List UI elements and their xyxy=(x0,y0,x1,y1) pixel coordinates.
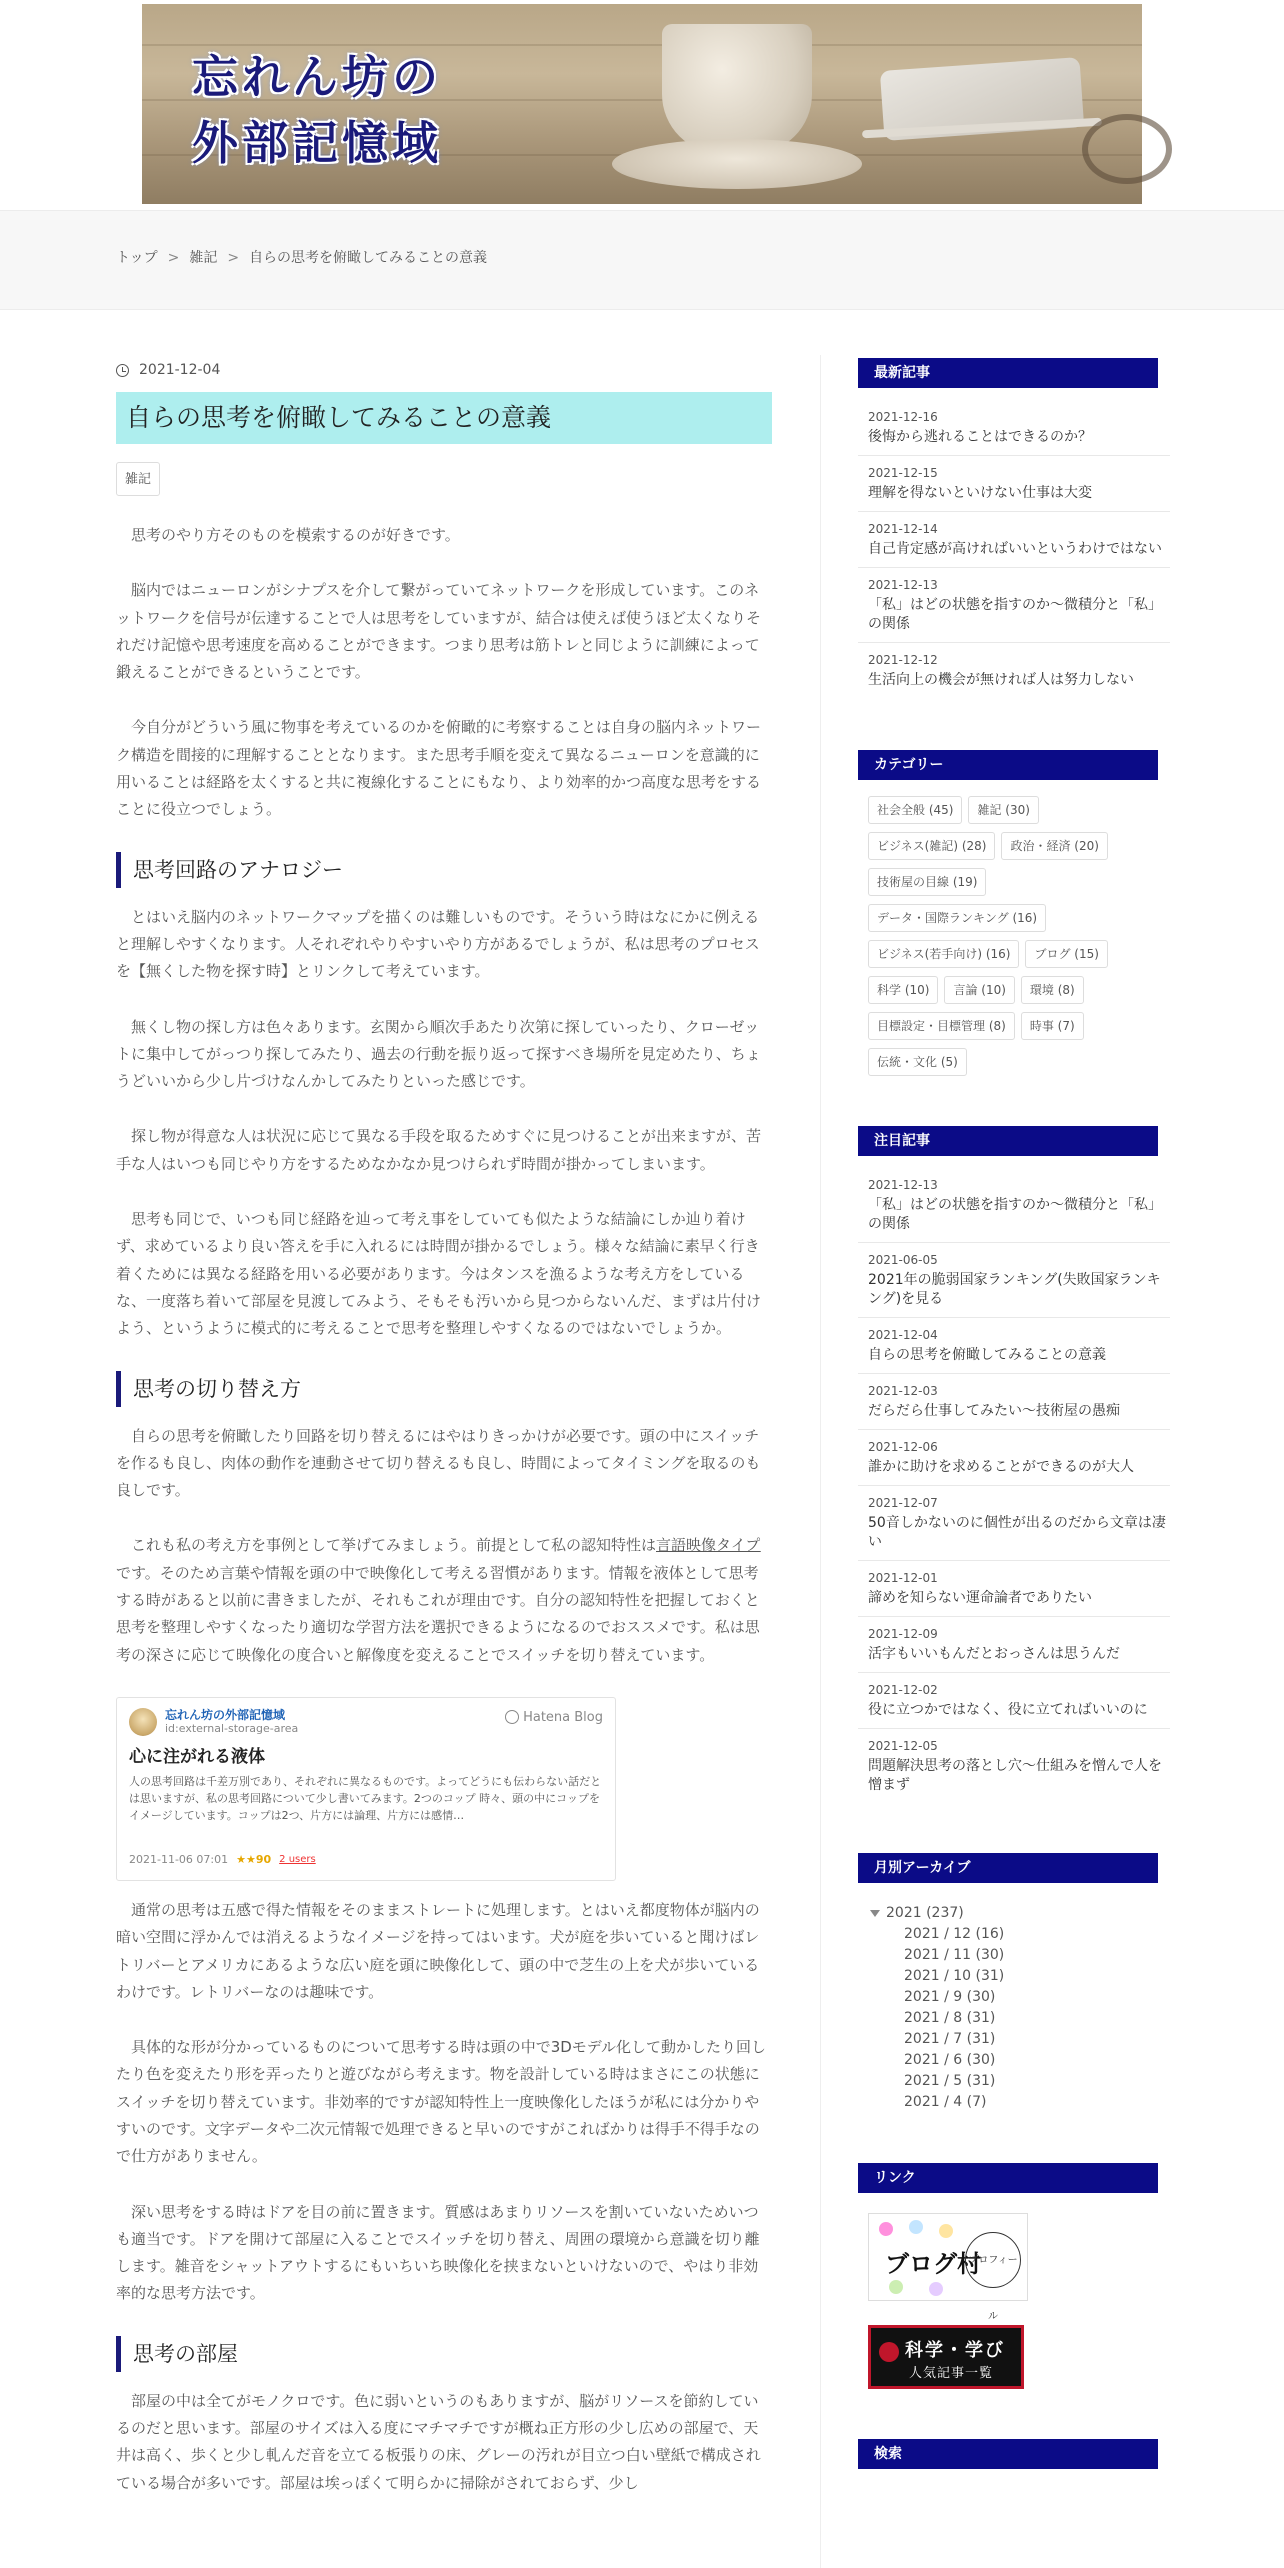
category-chip[interactable]: 時事 (7) xyxy=(1021,1012,1084,1040)
category-chip[interactable]: ブログ (15) xyxy=(1025,940,1107,968)
archive-month-link[interactable]: 2021 / 6 (30) xyxy=(904,2052,996,2068)
archive-list xyxy=(858,1903,1170,2113)
section-heading: 思考の切り替え方 xyxy=(116,1371,772,1407)
intro-paragraph: 思考のやり方そのものを模索するのが好きです。 xyxy=(131,526,460,544)
recent-post-item[interactable] xyxy=(858,568,1170,643)
embed-title[interactable]: 心に注がれる液体 xyxy=(129,1746,265,1767)
featured-posts-heading: 注目記事 xyxy=(858,1126,1158,1156)
intro-paragraph: 今自分がどういう風に物事を考えているのかを俯瞰的に考察することは自身の脳内ネットワーク構造を間接的に理解することとなります。また思考手順を変えて異なるニューロンを意識的に用いることは経路を太くすると共に複線化することにもなり、より効率的かつ高度な思考をすることに役立つでしょう。 xyxy=(116,718,762,819)
featured-post-item-title[interactable]: 問題解決思考の落とし穴～仕組みを憎んで人を憎まず xyxy=(868,1758,1162,1793)
banner-line1: 科学・学び xyxy=(905,2340,1005,2361)
recent-post-item-date: 2021-12-12 xyxy=(868,653,938,667)
breadcrumb xyxy=(116,247,487,267)
body-paragraph: 通常の思考は五感で得た情報をそのままストレートに処理します。とはいえ都度物体が脳内の暗い空間に浮かんでは消えるようなイメージを持ってはいます。犬が庭を歩いていると聞けばレトリバーとアメリカにあるような広い庭を頭に映像化して、頭の中で芝生の上を犬が歩いているわけです。レトリバーなのは趣味です。 xyxy=(116,1900,760,2001)
featured-post-item-title[interactable]: だらだら仕事してみたい～技術屋の愚痴 xyxy=(868,1403,1120,1419)
body-paragraph: 自らの思考を俯瞰したり回路を切り替えるにはやはりきっかけが必要です。頭の中にスイッチを作るも良し、肉体の動作を連動させて切り替えるも良し、時間によってタイミングを取るのも良しです。 xyxy=(116,1426,761,1500)
blogmura-text: ブログ村 xyxy=(885,2249,981,2278)
featured-post-item-date: 2021-12-03 xyxy=(868,1384,938,1398)
post-date xyxy=(116,360,772,380)
hatena-logo-icon xyxy=(505,1710,519,1724)
breadcrumb-current: 自らの思考を俯瞰してみることの意義 xyxy=(249,250,488,266)
category-chip[interactable]: 言論 (10) xyxy=(944,976,1014,1004)
featured-post-item[interactable] xyxy=(858,1374,1170,1430)
banner-emblem-icon xyxy=(879,2342,899,2362)
glasses-image xyxy=(1082,114,1172,184)
embed-blog-id: id:external-storage-area xyxy=(165,1721,299,1735)
category-module xyxy=(858,750,1170,1076)
archive-month-link[interactable]: 2021 / 5 (31) xyxy=(904,2073,996,2089)
embed-star-count: ★★90 xyxy=(236,1852,272,1866)
body-paragraph: 思考も同じで、いつも同じ経路を辿って考え事をしていても似たような結論にしか辿り着けず、求めているより良い答えを手に入れるには時間が掛かるでしょう。様々な結論に素早く行き着くためには異なる経路を用いる必要があります。今はタンスを漁るような考え方をしているな、一度落ち着いて部屋を見渡してみよう、そもそも汚いから見つからないんだ、まずは片付けよう、というように模式的に考えることで思考を整理しやすくなるのではないでしょうか。 xyxy=(116,1210,762,1338)
archive-month-link[interactable]: 2021 / 12 (16) xyxy=(904,1926,1005,1942)
featured-post-item[interactable] xyxy=(858,1318,1170,1374)
site-title-line1: 忘れん坊の xyxy=(192,50,442,104)
category-chip[interactable]: 目標設定・目標管理 (8) xyxy=(868,1012,1015,1040)
featured-post-item[interactable] xyxy=(858,1430,1170,1486)
body-paragraph: 探し物が得意な人は状況に応じて異なる手段を取るためすぐに見つけることが出来ますが、苦手な人はいつも同じやり方をするためなかなか見つけられず時間が掛かってしまいます。 xyxy=(116,1127,762,1173)
category-chip[interactable]: 政治・経済 (20) xyxy=(1001,832,1107,860)
featured-post-item-date: 2021-12-04 xyxy=(868,1328,938,1342)
site-title-line2: 外部記憶域 xyxy=(192,116,442,170)
featured-post-item-date: 2021-12-06 xyxy=(868,1440,938,1454)
archive-month-link[interactable]: 2021 / 10 (31) xyxy=(904,1968,1005,1984)
body-paragraph: 具体的な形が分かっているものについて思考する時は頭の中で3Dモデル化して動かしたり回したり色を変えたり形を弄ったりと遊びながら考えます。物を設計している時はまさにこの状態にスイッチを切り替えています。非効率的ですが認知特性上一度映像化したほうが私には分かりやすいのです。文字データや二次元情報で処理できると早いのですがこればかりは得手不得手なので仕方がありません。 xyxy=(116,2038,767,2166)
category-chip[interactable]: 技術屋の目線 (19) xyxy=(868,868,986,896)
embed-excerpt: 人の思考回路は千差万別であり、それぞれに異なるものです。よってどうにも伝わらない話だとは思いますが、私の思考回路について少し書いてみます。2つのコップ 時々、頭の中にコップをイメージしています。コップは2つ、片方には論理、片方には感情… xyxy=(129,1774,602,1822)
post-category-tag[interactable]: 雑記 xyxy=(116,462,160,496)
embed-date: 2021-11-06 07:01 xyxy=(129,1852,229,1866)
site-header xyxy=(0,0,1284,210)
article xyxy=(116,360,772,2497)
breadcrumb-band xyxy=(0,210,1284,310)
recent-post-item-title[interactable]: 「私」はどの状態を指すのか～微積分と「私」の関係 xyxy=(868,597,1162,632)
category-list xyxy=(858,796,1158,1076)
sidebar xyxy=(858,358,1170,2469)
blog-embed-card[interactable] xyxy=(116,1697,616,1881)
archive-month-link[interactable]: 2021 / 11 (30) xyxy=(904,1947,1005,1963)
featured-post-item[interactable] xyxy=(858,1673,1170,1729)
archive-heading: 月別アーカイブ xyxy=(858,1853,1158,1883)
embed-blog-name[interactable]: 忘れん坊の外部記憶域 xyxy=(165,1707,286,1722)
search-module xyxy=(858,2439,1170,2469)
recent-post-item[interactable] xyxy=(858,456,1170,512)
intro-paragraph: 脳内ではニューロンがシナプスを介して繋がっていてネットワークを形成しています。このネットワークを信号が伝達することで人は思考をしていますが、結合は使えば使うほど太くなりそれだけ記憶や思考速度を高めることができます。つまり思考は筋トレと同じように訓練によって鍛えることができるということです。 xyxy=(116,581,762,682)
breadcrumb-top[interactable]: トップ xyxy=(116,250,158,266)
featured-post-item-title[interactable]: 「私」はどの状態を指すのか～微積分と「私」の関係 xyxy=(868,1197,1162,1232)
featured-post-item-date: 2021-06-05 xyxy=(868,1253,938,1267)
category-chip[interactable]: 環境 (8) xyxy=(1021,976,1084,1004)
body-paragraph: 深い思考をする時はドアを目の前に置きます。質感はあまりリソースを割いていないためいつも適当です。ドアを開けて部屋に入ることでスイッチを切り替え、周囲の環境から意識を切り離します。雑音をシャットアウトするにもいちいち映像化を挟まないといけないので、やはり非効率的な思考方法です。 xyxy=(116,2202,760,2303)
featured-post-item-date: 2021-12-05 xyxy=(868,1739,938,1753)
featured-post-item-date: 2021-12-02 xyxy=(868,1683,938,1697)
recent-post-item-title[interactable]: 理解を得ないといけない仕事は大変 xyxy=(868,485,1092,501)
category-chip[interactable]: 伝統・文化 (5) xyxy=(868,1048,967,1076)
breadcrumb-separator: > xyxy=(227,250,240,266)
section-heading: 思考の部屋 xyxy=(116,2336,772,2372)
recent-posts-heading: 最新記事 xyxy=(858,358,1158,388)
featured-posts-list xyxy=(858,1168,1170,1803)
column-divider xyxy=(820,355,821,2568)
banner-line2: 人気記事一覧 xyxy=(909,2366,994,2381)
featured-post-item-title[interactable]: 役に立つかではなく、役に立てればいいのに xyxy=(868,1702,1148,1718)
recent-post-item-title[interactable]: 自己肯定感が高ければいいというわけではない xyxy=(868,541,1162,557)
coffee-cup-image xyxy=(662,24,812,154)
body-paragraph: 部屋の中は全てがモノクロです。色に弱いというのもありますが、脳がリソースを節約しているのだと思います。部屋のサイズは入る度にマチマチですが概ね正方形の少し広めの部屋で、天井は高く、歩くと少し軋んだ音を立てる板張りの床、グレーの汚れが目立つ白い壁紙で構成されている場合が多いです。部屋は埃っぽくて明らかに掃除がされておらず、少し xyxy=(116,2391,761,2492)
body-paragraph-with-link: これも私の考え方を事例として挙げてみましょう。前提として私の認知特性は言語映像タイプです。そのため言葉や情報を頭の中で映像化して考える習慣があります。情報を液体として思考する時があると以前に書きましたが、それもこれが理由です。自分の認知特性を把握しておくと思考を整理しやすくなったり適切な学習方法を選択できるようになるのでおススメです。私は思考の深さに応じて映像化の度合いと解像度を変えることでスイッチを切り替えています。 xyxy=(116,1536,761,1664)
category-chip[interactable]: データ・国際ランキング (16) xyxy=(868,904,1046,932)
recent-post-item-title[interactable]: 生活向上の機会が無ければ人は努力しない xyxy=(868,672,1134,688)
featured-post-item-title[interactable]: 活字もいいもんだとおっさんは思うんだ xyxy=(868,1646,1120,1662)
clock-icon xyxy=(116,364,129,377)
caret-down-icon[interactable] xyxy=(870,1910,880,1917)
archive-month-link[interactable]: 2021 / 9 (30) xyxy=(904,1989,996,2005)
archive-month-link[interactable]: 2021 / 7 (31) xyxy=(904,2031,996,2047)
category-chip[interactable]: 科学 (10) xyxy=(868,976,938,1004)
recent-posts-list xyxy=(858,400,1170,698)
breadcrumb-category[interactable]: 雑記 xyxy=(189,250,218,266)
body-paragraph: とはいえ脳内のネットワークマップを描くのは難しいものです。そういう時はなにかに例えると理解しやすくなります。人それぞれやりやすいやり方があるでしょうが、私は思考のプロセスを【無くした物を探す時】とリンクして考えています。 xyxy=(116,907,760,981)
site-title[interactable] xyxy=(192,44,522,176)
category-chip[interactable]: ビジネス(若手向け) (16) xyxy=(868,940,1019,968)
featured-post-item[interactable] xyxy=(858,1561,1170,1617)
featured-post-item-title[interactable]: 50音しかないのに個性が出るのだから文章は凄い xyxy=(868,1515,1166,1550)
featured-post-item-title[interactable]: 2021年の脆弱国家ランキング(失敗国家ランキング)を見る xyxy=(868,1272,1161,1307)
breadcrumb-separator: > xyxy=(167,250,180,266)
featured-post-item-title[interactable]: 誰かに助けを求めることができるのが大人 xyxy=(868,1459,1134,1475)
featured-post-item[interactable] xyxy=(858,1617,1170,1673)
featured-post-item[interactable] xyxy=(858,1243,1170,1318)
category-heading: カテゴリー xyxy=(858,750,1158,780)
post-date-text[interactable]: 2021-12-04 xyxy=(139,362,221,378)
recent-post-item-title[interactable]: 後悔から逃れることはできるのか？ xyxy=(868,429,1092,445)
links-heading: リンク xyxy=(858,2163,1158,2193)
saucer-image xyxy=(612,139,862,189)
featured-post-item-date: 2021-12-07 xyxy=(868,1496,938,1510)
archive-module xyxy=(858,1853,1170,2113)
recent-post-item[interactable] xyxy=(858,512,1170,568)
recent-posts-module xyxy=(858,358,1170,698)
recent-post-item-date: 2021-12-13 xyxy=(868,578,938,592)
featured-post-item[interactable] xyxy=(858,1729,1170,1803)
header-banner[interactable] xyxy=(142,4,1142,204)
featured-post-item-title[interactable]: 諦めを知らない運命論者でありたい xyxy=(868,1590,1092,1606)
featured-post-item[interactable] xyxy=(858,1168,1170,1243)
featured-posts-module xyxy=(858,1126,1170,1803)
featured-post-item-date: 2021-12-13 xyxy=(868,1178,938,1192)
recent-post-item[interactable] xyxy=(858,643,1170,698)
search-heading: 検索 xyxy=(858,2439,1158,2469)
archive-year[interactable]: 2021 (237) xyxy=(870,1903,1170,1924)
archive-month-link[interactable]: 2021 / 4 (7) xyxy=(904,2094,987,2110)
recent-post-item-date: 2021-12-16 xyxy=(868,410,938,424)
profile-circle: プロフィール xyxy=(965,2232,1021,2288)
category-chip[interactable]: 雑記 (30) xyxy=(968,796,1038,824)
blog-avatar xyxy=(129,1708,157,1736)
recent-post-item-date: 2021-12-14 xyxy=(868,522,938,536)
cognitive-type-link[interactable]: 言語映像タイプ xyxy=(656,1536,761,1555)
embed-bookmark-users[interactable]: 2 users xyxy=(279,1853,316,1865)
body-paragraph: 無くし物の探し方は色々あります。玄関から順次手あたり次第に探していったり、クローゼットに集中してがっつり探してみたり、過去の行動を振り返って探すべき場所を見定めたり、ちょうどいいから少し片づけなんかしてみたりといった感じです。 xyxy=(116,1017,761,1091)
archive-month-link[interactable]: 2021 / 8 (31) xyxy=(904,2010,996,2026)
blogmura-banner[interactable] xyxy=(868,2213,1028,2322)
links-module xyxy=(858,2163,1170,2389)
featured-post-item-date: 2021-12-09 xyxy=(868,1627,938,1641)
section-heading: 思考回路のアナロジー xyxy=(116,852,772,888)
featured-post-item-date: 2021-12-01 xyxy=(868,1571,938,1585)
recent-post-item-date: 2021-12-15 xyxy=(868,466,938,480)
featured-post-item[interactable] xyxy=(858,1486,1170,1561)
category-chip[interactable]: ビジネス(雑記) (28) xyxy=(868,832,995,860)
post-title[interactable]: 自らの思考を俯瞰してみることの意義 xyxy=(116,392,772,444)
recent-post-item[interactable] xyxy=(858,400,1170,456)
archive-months xyxy=(870,1924,1170,2113)
hatena-blog-brand: Hatena Blog xyxy=(505,1710,603,1725)
category-chip[interactable]: 社会全般 (45) xyxy=(868,796,962,824)
featured-post-item-title[interactable]: 自らの思考を俯瞰してみることの意義 xyxy=(868,1347,1106,1363)
science-ranking-banner[interactable] xyxy=(868,2325,1024,2389)
